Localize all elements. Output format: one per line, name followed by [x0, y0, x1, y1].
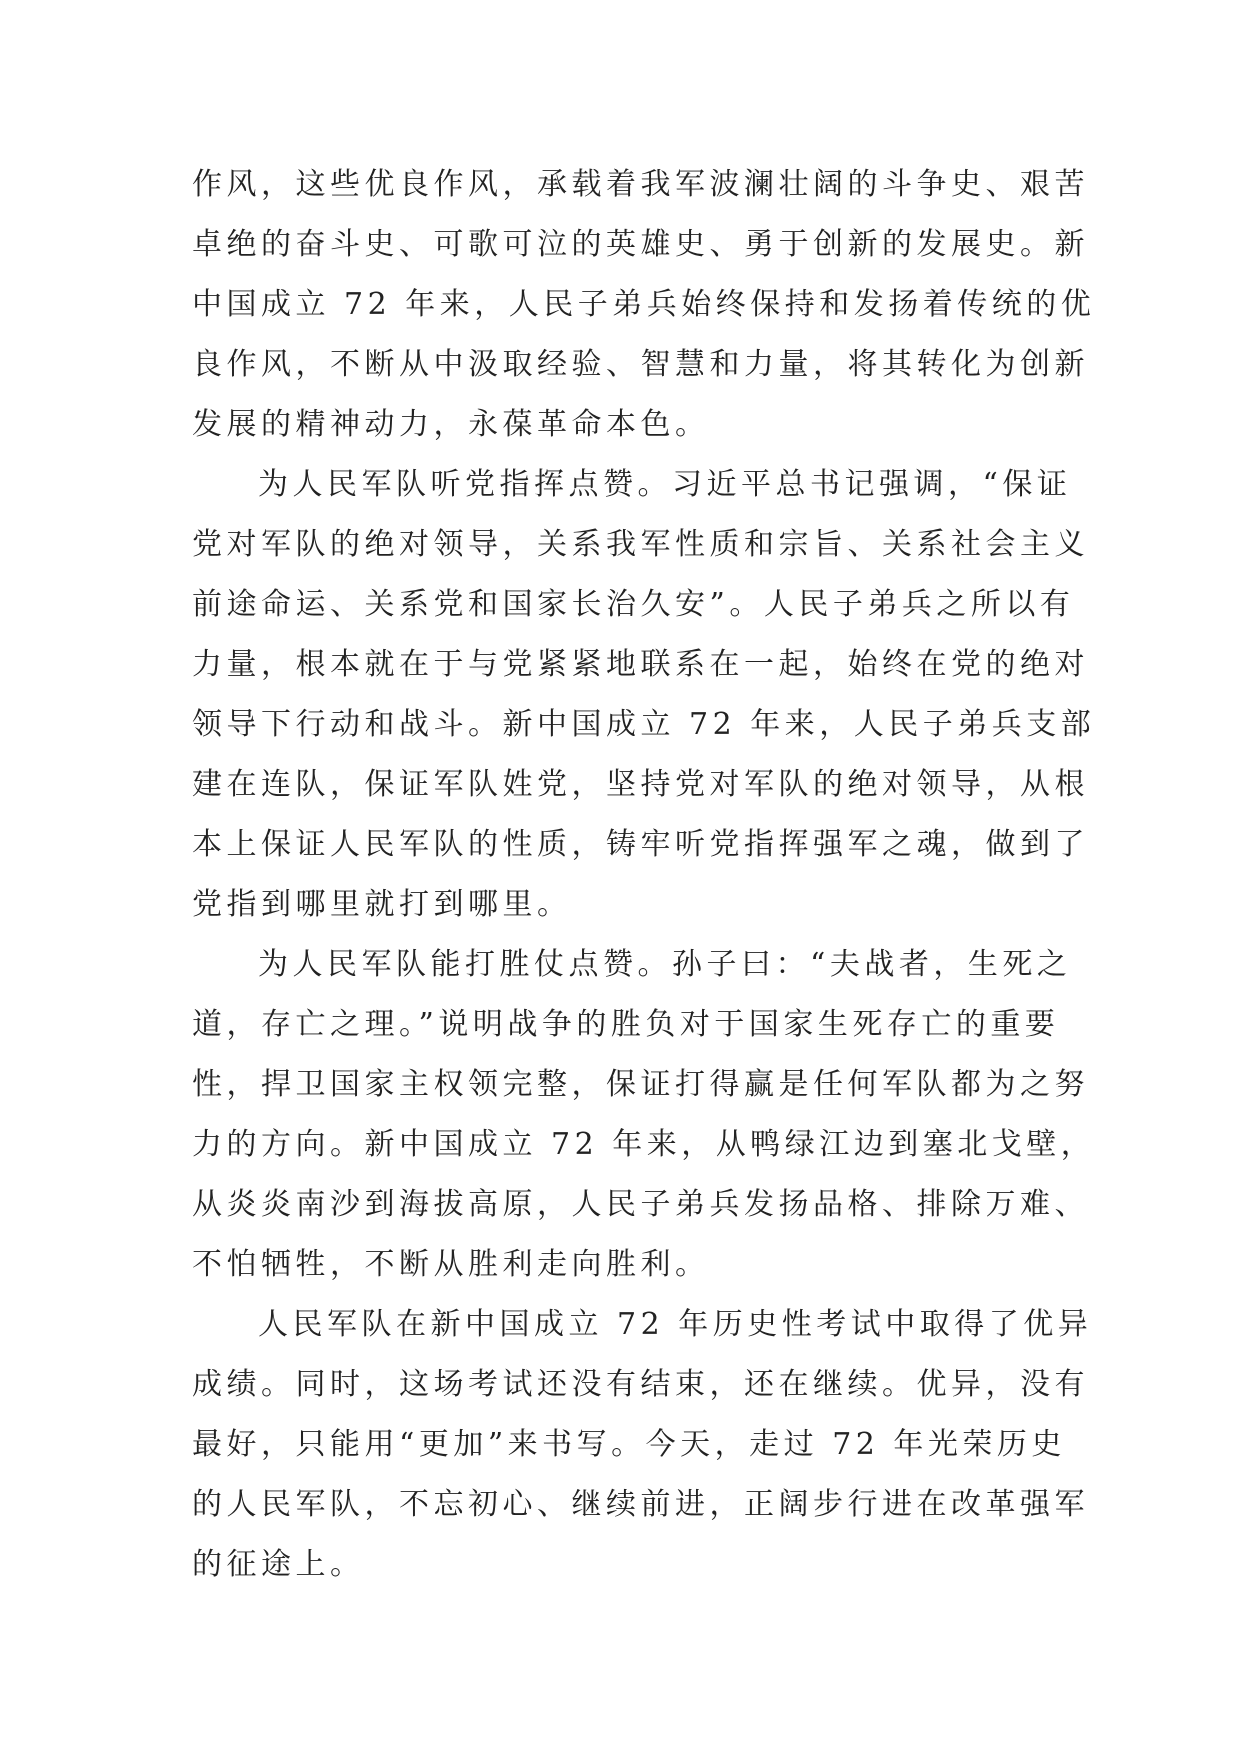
body-text [192, 155, 1096, 1595]
text-line: 良作风，不断从中汲取经验、智慧和力量，将其转化为创新 [192, 347, 1089, 382]
paragraph-start-line: 为人民军队听党指挥点赞。习近平总书记强调，“保证 [258, 467, 1072, 502]
paragraph-start-line: 为人民军队能打胜仗点赞。孙子曰：“夫战者，生死之 [258, 947, 1072, 982]
text-line: 道，存亡之理。”说明战争的胜负对于国家生死存亡的重要 [192, 1007, 1060, 1042]
paragraph-start-line: 人民军队在新中国成立 72 年历史性考试中取得了优异 [258, 1307, 1093, 1342]
text-line: 的人民军队，不忘初心、继续前进，正阔步行进在改革强军 [192, 1487, 1089, 1522]
text-line: 力量，根本就在于与党紧紧地联系在一起，始终在党的绝对 [192, 647, 1089, 682]
text-line: 党对军队的绝对领导，关系我军性质和宗旨、关系社会主义 [192, 527, 1089, 562]
text-line: 的征途上。 [192, 1547, 365, 1582]
text-line: 中国成立 72 年来，人民子弟兵始终保持和发扬着传统的优 [192, 287, 1096, 322]
text-line: 领导下行动和战斗。新中国成立 72 年来，人民子弟兵支部 [192, 707, 1096, 742]
text-line: 最好，只能用“更加”来书写。今天，走过 72 年光荣历史 [192, 1427, 1066, 1462]
text-line: 发展的精神动力，永葆革命本色。 [192, 407, 710, 442]
text-line: 力的方向。新中国成立 72 年来，从鸭绿江边到塞北戈壁， [192, 1127, 1096, 1162]
text-line: 作风，这些优良作风，承载着我军波澜壮阔的斗争史、艰苦 [192, 167, 1089, 202]
text-line: 不怕牺牲，不断从胜利走向胜利。 [192, 1247, 710, 1282]
text-line: 成绩。同时，这场考试还没有结束，还在继续。优异，没有 [192, 1367, 1089, 1402]
text-line: 建在连队，保证军队姓党，坚持党对军队的绝对领导，从根 [192, 767, 1089, 802]
text-line: 卓绝的奋斗史、可歌可泣的英雄史、勇于创新的发展史。新 [192, 227, 1089, 262]
text-line: 党指到哪里就打到哪里。 [192, 887, 572, 922]
text-line: 本上保证人民军队的性质，铸牢听党指挥强军之魂，做到了 [192, 827, 1089, 862]
text-line: 性，捍卫国家主权领完整，保证打得赢是任何军队都为之努 [192, 1067, 1089, 1102]
text-line: 前途命运、关系党和国家长治久安”。人民子弟兵之所以有 [192, 587, 1075, 622]
text-line: 从炎炎南沙到海拔高原，人民子弟兵发扬品格、排除万难、 [192, 1187, 1089, 1222]
